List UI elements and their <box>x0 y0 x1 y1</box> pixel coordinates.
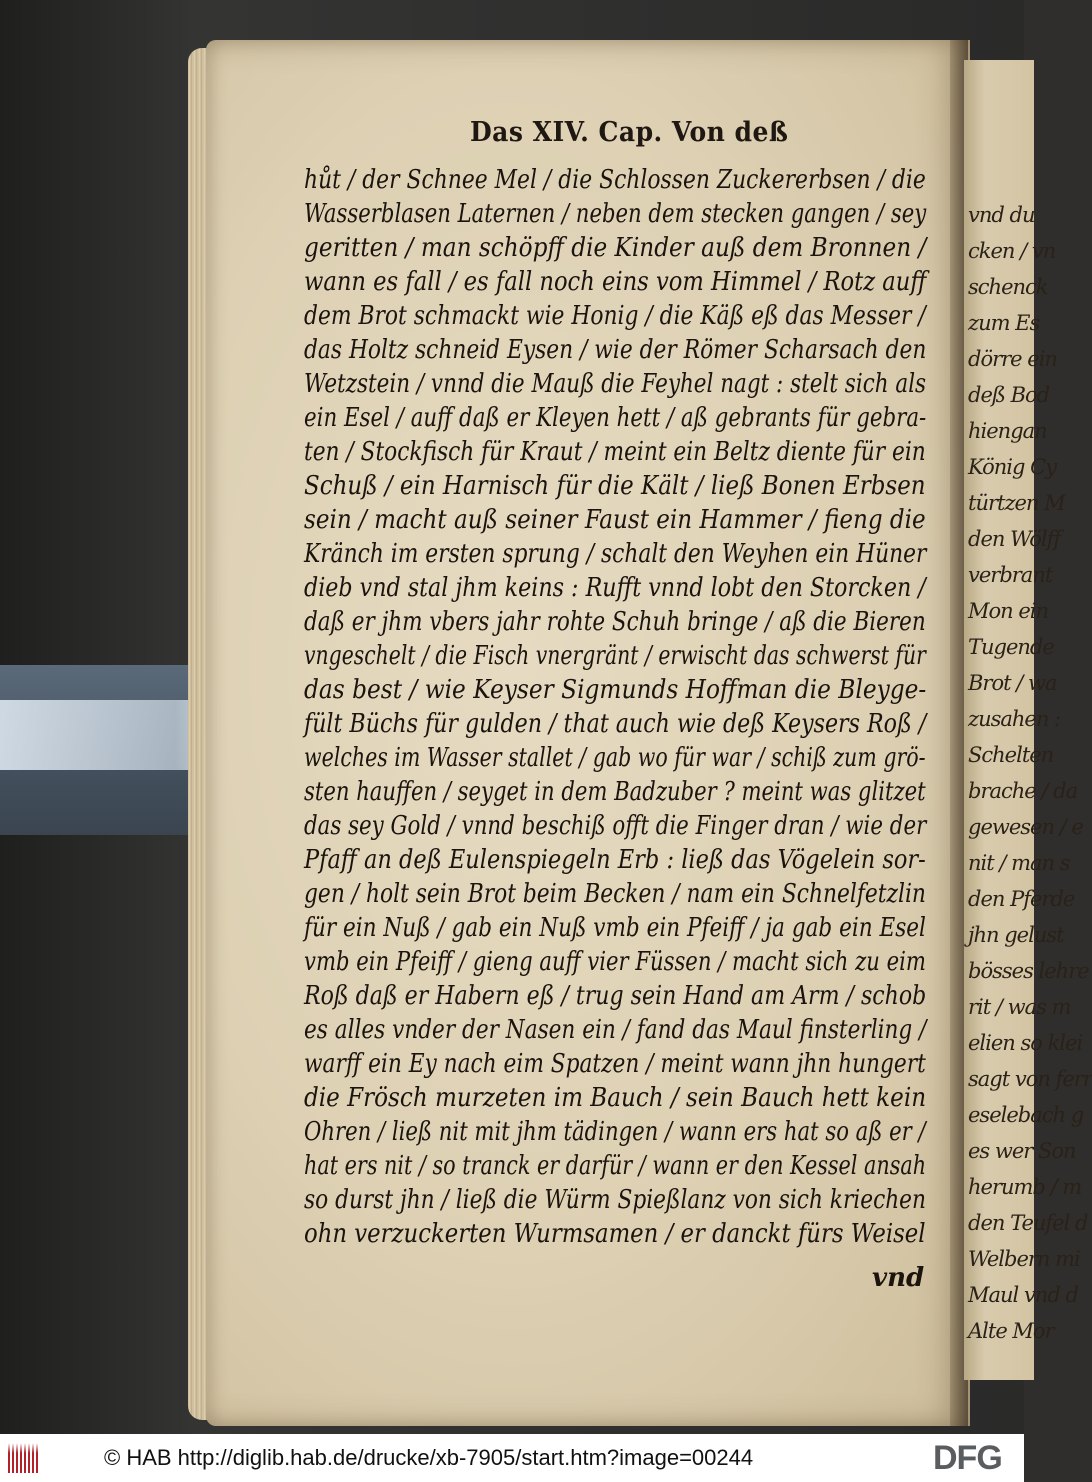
text-line: geritten / man schöpff die Kinder auß dem Bronnen / <box>304 233 927 263</box>
text-line: dieb vnd stal jhm keins : Rufft vnnd lobt den Storcken / <box>304 573 926 603</box>
facing-line: zusahen : <box>968 707 1061 731</box>
facing-line: bösses lehre <box>968 959 1089 983</box>
footer-credit-link[interactable]: © HAB http://diglib.hab.de/drucke/xb-7905/start.htm?image=00244 <box>104 1445 754 1470</box>
facing-line: herumb / m <box>968 1175 1082 1199</box>
facing-line: Welbern mi <box>968 1247 1080 1271</box>
text-line: Ohren / ließ nit mit jhm tädingen / wann ers hat so aß er / <box>304 1117 926 1147</box>
text-line: wann es fall / es fall noch eins vom Himmel / Rotz auff <box>304 267 927 297</box>
facing-line: verbrant <box>968 563 1053 587</box>
facing-line: Mon ein <box>968 599 1049 623</box>
text-line: welches im Wasser stallet / gab wo für war / schiß zum grö- <box>304 743 926 773</box>
text-line: das sey Gold / vnnd beschiß offt die Finger dran / wie der <box>304 811 927 841</box>
facing-line: zum Es <box>968 311 1040 335</box>
facing-line: gewesen / e <box>968 815 1083 839</box>
text-line: Schuß / ein Harnisch für die Kält / ließ Bonen Erbsen <box>304 471 926 501</box>
facing-line: hiengan <box>968 419 1047 443</box>
facing-line: den Wölff <box>968 527 1061 551</box>
facing-line: den Teufel d <box>968 1211 1088 1235</box>
text-line: sein / macht auß seiner Faust ein Hammer / fieng die <box>304 505 926 535</box>
text-line: das best / wie Keyser Sigmunds Hoffman die Bleyge- <box>304 675 927 705</box>
facing-line: nit / man s <box>968 851 1070 875</box>
facing-page-fragment <box>964 60 1092 1380</box>
text-line: dem Brot schmackt wie Honig / die Käß eß das Messer / <box>304 301 926 331</box>
text-line: Wetzstein / vnnd die Mauß die Feyhel nagt : stelt sich als <box>304 369 927 399</box>
facing-line: cken / vn <box>968 239 1056 263</box>
body-text <box>304 0 930 1434</box>
hab-logo-icon <box>8 1443 40 1473</box>
facing-line: schenck <box>968 275 1048 299</box>
facing-line: jhn gelust <box>968 923 1064 947</box>
facing-line: Schelten <box>968 743 1054 767</box>
running-head: Das XIV. Cap. Von deß <box>470 117 789 148</box>
dfg-logo: DFG <box>933 1439 1002 1477</box>
text-line: es alles vnder der Nasen ein / fand das Maul finsterling / <box>304 1015 927 1045</box>
text-line: so durst jhn / ließ die Würm Spießlanz von sich kriechen <box>304 1185 926 1215</box>
text-line: vngeschelt / die Fisch vnergränt / erwischt das schwerst für <box>304 641 926 671</box>
facing-line: Maul vnd d <box>968 1283 1078 1307</box>
text-line: sten hauffen / seyget in dem Badzuber ? meint was glitzet <box>304 777 926 807</box>
facing-line: türtzen M <box>968 491 1065 515</box>
text-line: ein Esel / auff daß er Kleyen hett / aß gebrants für gebra- <box>304 403 927 433</box>
facing-line: vnd du <box>968 203 1035 227</box>
facing-line: brache / da <box>968 779 1078 803</box>
facing-line: Tugende <box>968 635 1054 659</box>
footer-bar <box>0 1434 1024 1482</box>
text-line: das Holtz schneid Eysen / wie der Römer Scharsach den <box>304 335 927 365</box>
text-line: daß er jhm vbers jahr rohte Schuh bringe / aß die Bieren <box>304 607 926 637</box>
facing-line: dörre ein <box>968 347 1057 371</box>
facing-line: eselebach g <box>968 1103 1084 1127</box>
text-line: Roß daß er Habern eß / trug sein Hand am Arm / schob <box>304 981 927 1011</box>
facing-line: deß Bod <box>968 383 1050 407</box>
text-line: die Frösch murzeten im Bauch / sein Bauch hett kein <box>304 1083 927 1113</box>
text-line: ohn verzuckerten Wurmsamen / er danckt fürs Weisel <box>304 1219 926 1249</box>
facing-line: elien so klei <box>968 1031 1083 1055</box>
facing-line: Alte Mor <box>968 1319 1054 1343</box>
catchword: vnd <box>872 1263 925 1293</box>
text-line: gen / holt sein Brot beim Becken / nam ein Schnelfetzlin <box>304 879 926 909</box>
facing-line: es wer Son <box>968 1139 1076 1163</box>
text-line: vmb ein Pfeiff / gieng auff vier Füssen / macht sich zu eim <box>304 947 926 977</box>
facing-line: König Cy <box>968 455 1057 479</box>
text-line: hat ers nit / so tranck er darfür / wann er den Kessel ansah <box>304 1151 927 1181</box>
facing-line: den Pferde <box>968 887 1075 911</box>
facing-line: sagt von ferr <box>968 1067 1092 1091</box>
text-line: Wasserblasen Laternen / neben dem stecken gangen / sey <box>304 199 927 229</box>
facing-line: rit / was m <box>968 995 1071 1019</box>
facing-line: Brot / wa <box>968 671 1057 695</box>
text-line: ten / Stockfisch für Kraut / meint ein Beltz diente für ein <box>304 437 926 467</box>
text-line: Kränch im ersten sprung / schalt den Weyhen ein Hüner <box>304 539 927 569</box>
text-line: warff ein Ey nach eim Spatzen / meint wann jhn hungert <box>304 1049 926 1079</box>
text-line: hůt / der Schnee Mel / die Schlossen Zuckererbsen / die <box>304 165 926 195</box>
text-line: Pfaff an deß Eulenspiegeln Erb : ließ das Vögelein sor- <box>304 845 926 875</box>
text-line: fült Büchs für gulden / that auch wie deß Keysers Roß / <box>304 709 927 739</box>
text-line: für ein Nuß / gab ein Nuß vmb ein Pfeiff / ja gab ein Esel <box>304 913 926 943</box>
